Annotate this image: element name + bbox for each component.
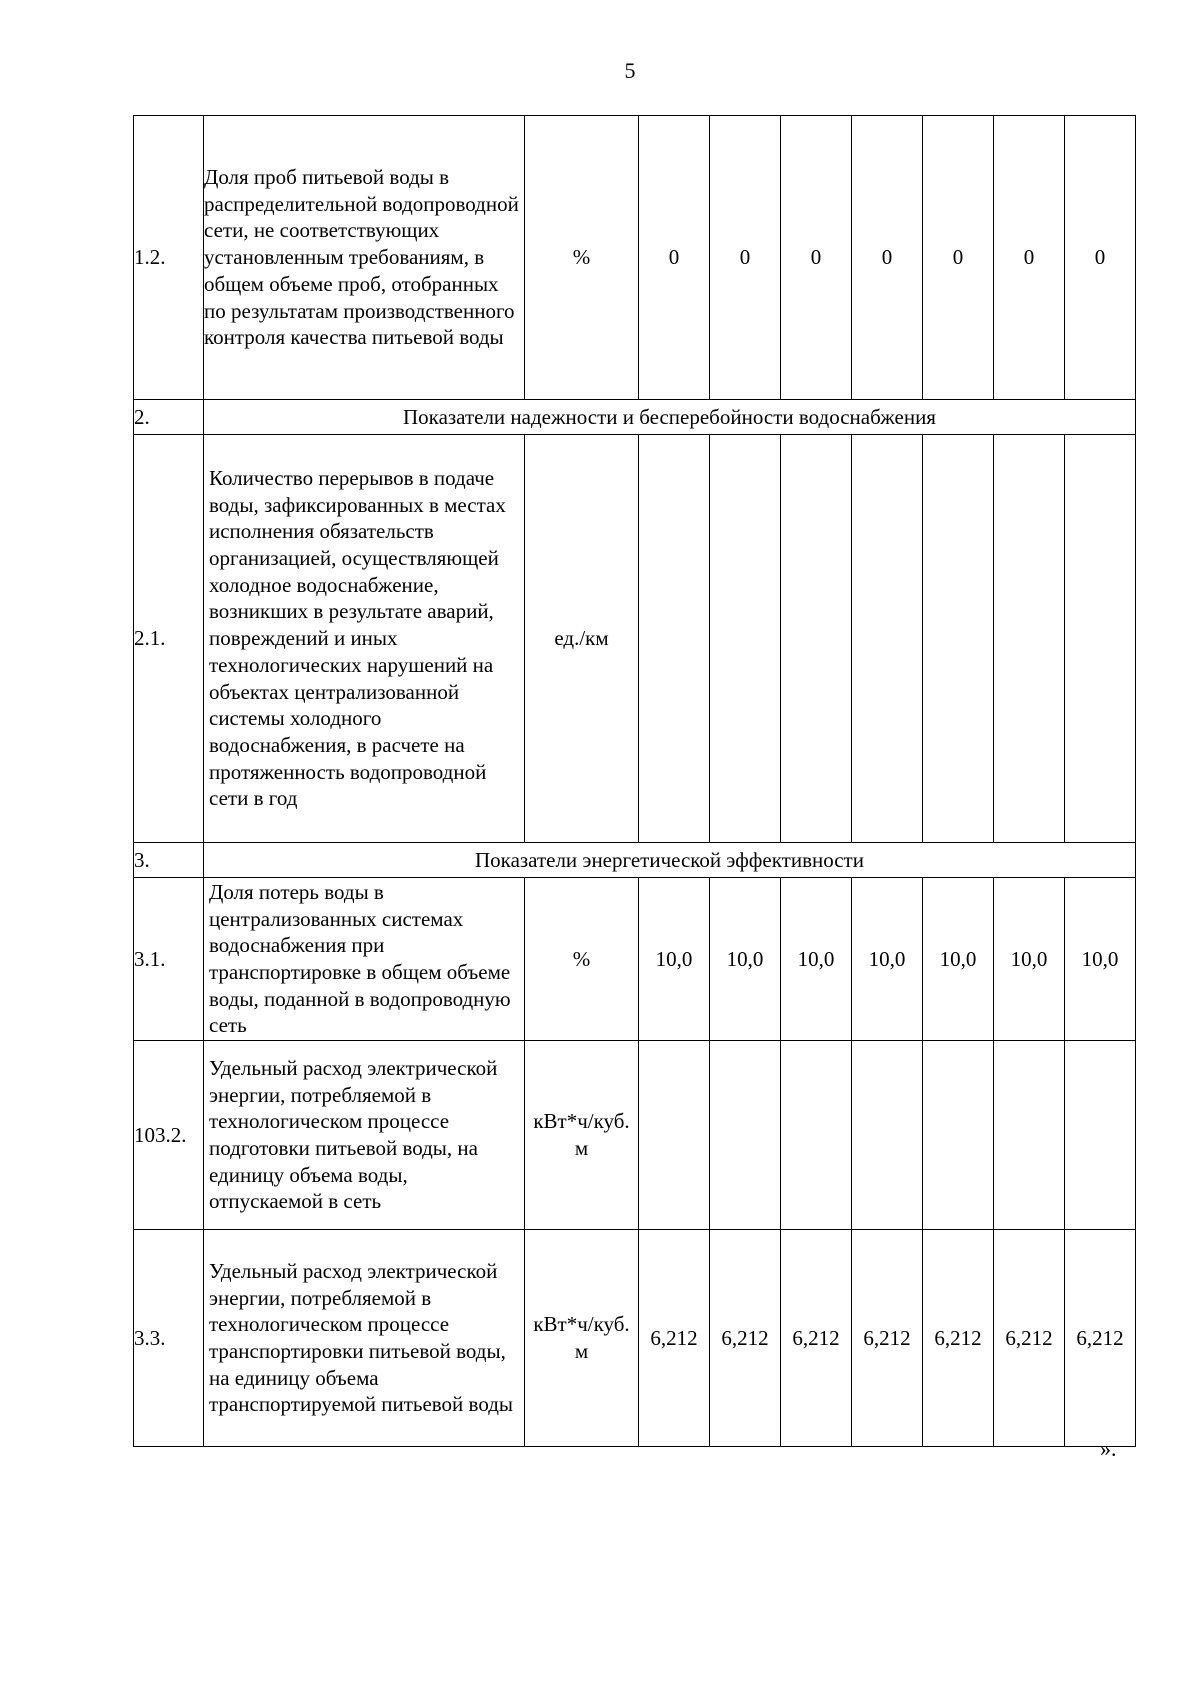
row-number: 2.1.	[134, 435, 204, 843]
section-number: 3.	[134, 843, 204, 878]
value-cell: 10,0	[1065, 878, 1136, 1041]
value-cell	[923, 435, 994, 843]
section-number: 2.	[134, 400, 204, 435]
value-cell: 0	[1065, 116, 1136, 400]
value-cell: 10,0	[710, 878, 781, 1041]
value-cell	[923, 1041, 994, 1230]
indicators-table	[133, 115, 1136, 1447]
value-cell	[852, 435, 923, 843]
unit-cell: ед./км	[525, 435, 639, 843]
closing-quote-mark: ».	[1100, 1436, 1117, 1461]
value-cell	[1065, 1041, 1136, 1230]
table-row	[134, 435, 1136, 843]
page-number: 5	[624, 58, 636, 83]
indicator-description: Доля проб питьевой воды в распределительной водопроводной сети, не соответствующих установленным требованиям, в общем объеме проб, отобранных по результатам производственного контроля качества питьевой воды	[204, 116, 525, 400]
value-cell	[852, 1041, 923, 1230]
value-cell: 6,212	[710, 1230, 781, 1447]
value-cell: 6,212	[639, 1230, 710, 1447]
value-cell: 10,0	[639, 878, 710, 1041]
row-number: 103.2.	[134, 1041, 204, 1230]
value-cell: 0	[994, 116, 1065, 400]
value-cell	[781, 1041, 852, 1230]
row-number: 3.1.	[134, 878, 204, 1041]
unit-cell: %	[525, 116, 639, 400]
table-row	[134, 1230, 1136, 1447]
value-cell: 0	[923, 116, 994, 400]
value-cell: 6,212	[852, 1230, 923, 1447]
section-title: Показатели энергетической эффективности	[204, 843, 1136, 878]
value-cell: 6,212	[923, 1230, 994, 1447]
value-cell	[781, 435, 852, 843]
value-cell	[710, 1041, 781, 1230]
indicator-description: Удельный расход электрической энергии, потребляемой в технологическом процессе транспортировки питьевой воды, на единицу объема транспортируемой питьевой воды	[204, 1230, 525, 1447]
value-cell: 10,0	[923, 878, 994, 1041]
section-row	[134, 843, 1136, 878]
table-row	[134, 878, 1136, 1041]
table-row	[134, 1041, 1136, 1230]
value-cell: 10,0	[781, 878, 852, 1041]
value-cell: 0	[781, 116, 852, 400]
value-cell	[994, 435, 1065, 843]
value-cell: 0	[852, 116, 923, 400]
value-cell: 6,212	[1065, 1230, 1136, 1447]
value-cell	[639, 1041, 710, 1230]
row-number: 1.2.	[134, 116, 204, 400]
value-cell: 6,212	[781, 1230, 852, 1447]
value-cell: 6,212	[994, 1230, 1065, 1447]
value-cell	[1065, 435, 1136, 843]
table-row	[134, 116, 1136, 400]
value-cell	[639, 435, 710, 843]
row-number: 3.3.	[134, 1230, 204, 1447]
value-cell	[710, 435, 781, 843]
value-cell: 0	[710, 116, 781, 400]
section-title: Показатели надежности и бесперебойности водоснабжения	[204, 400, 1136, 435]
section-row	[134, 400, 1136, 435]
unit-cell: %	[525, 878, 639, 1041]
value-cell	[994, 1041, 1065, 1230]
value-cell: 10,0	[994, 878, 1065, 1041]
unit-cell: кВт*ч/куб. м	[525, 1041, 639, 1230]
indicator-description: Доля потерь воды в централизованных системах водоснабжения при транспортировке в общем объеме воды, поданной в водопроводную сеть	[204, 878, 525, 1041]
indicator-description: Количество перерывов в подаче воды, зафиксированных в местах исполнения обязательств организацией, осуществляющей холодное водоснабжение, возникших в результате аварий, повреждений и иных технологических нарушений на объектах централизованной системы холодного водоснабжения, в расчете на протяженность водопроводной сети в год	[204, 435, 525, 843]
unit-cell: кВт*ч/куб. м	[525, 1230, 639, 1447]
value-cell: 0	[639, 116, 710, 400]
indicator-description: Удельный расход электрической энергии, потребляемой в технологическом процессе подготовки питьевой воды, на единицу объема воды, отпускаемой в сеть	[204, 1041, 525, 1230]
value-cell: 10,0	[852, 878, 923, 1041]
